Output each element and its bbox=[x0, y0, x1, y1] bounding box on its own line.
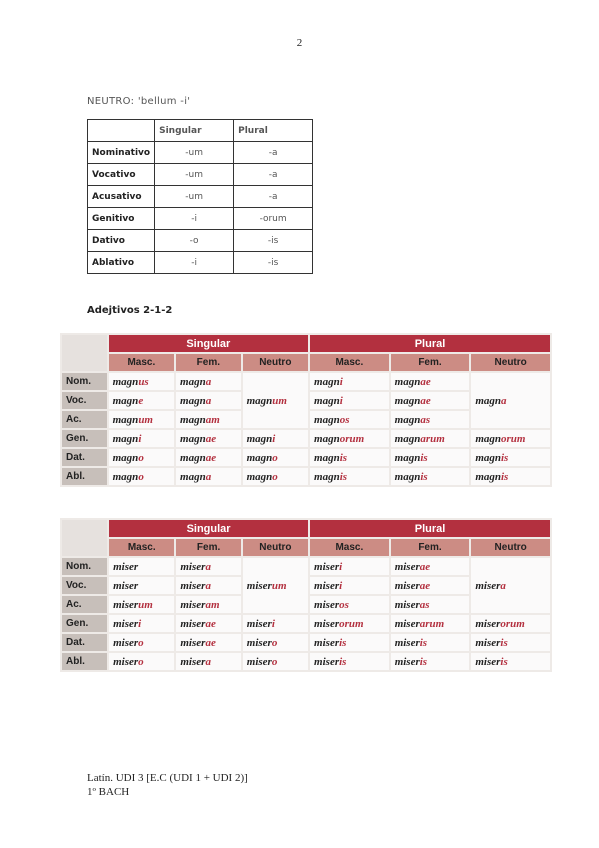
word-ending: as bbox=[420, 413, 431, 426]
form-cell bbox=[243, 430, 308, 447]
declension-row bbox=[62, 634, 550, 651]
word-ending: ae bbox=[205, 432, 217, 445]
form-cell bbox=[109, 430, 174, 447]
word-stem: magn bbox=[394, 375, 421, 388]
declension-row bbox=[62, 653, 550, 670]
case-label: Dat. bbox=[62, 449, 107, 466]
neutro-case-label: Dativo bbox=[88, 230, 155, 252]
declension-row bbox=[62, 449, 550, 466]
word-ending: i bbox=[339, 394, 343, 407]
word-stem: magn bbox=[180, 470, 206, 483]
word-stem: miser bbox=[113, 655, 139, 668]
word-ending: orum bbox=[339, 432, 365, 445]
word-stem: miser bbox=[394, 598, 420, 611]
word-stem: miser bbox=[314, 636, 340, 649]
form-cell bbox=[243, 615, 308, 632]
form-cell bbox=[471, 653, 550, 670]
word-ending: o bbox=[272, 470, 278, 483]
word-ending: am bbox=[205, 413, 220, 426]
form-cell bbox=[310, 558, 389, 575]
word-ending: i bbox=[339, 375, 343, 388]
word-stem: magn bbox=[394, 470, 421, 483]
word-stem: magn bbox=[180, 432, 206, 445]
form-cell bbox=[176, 615, 240, 632]
form-cell bbox=[310, 373, 389, 390]
form-cell bbox=[243, 373, 308, 428]
form-cell bbox=[109, 373, 174, 390]
word-ending: is bbox=[500, 655, 508, 668]
neutro-ending: -um bbox=[155, 164, 234, 186]
word-ending: orum bbox=[339, 617, 364, 630]
neutro-row bbox=[88, 208, 313, 230]
form-cell bbox=[391, 615, 470, 632]
neutro-ending: -o bbox=[155, 230, 234, 252]
declension-row bbox=[62, 373, 550, 390]
form-cell bbox=[391, 577, 470, 594]
gender-header: Masc. bbox=[109, 354, 174, 371]
neutro-ending: -is bbox=[234, 252, 313, 274]
form-cell bbox=[176, 449, 241, 466]
neutro-row bbox=[88, 186, 313, 208]
form-cell bbox=[243, 653, 308, 670]
neutro-row bbox=[88, 230, 313, 252]
gender-header: Fem. bbox=[176, 539, 240, 556]
word-stem: magn bbox=[112, 470, 139, 483]
word-ending: os bbox=[339, 598, 349, 611]
neutro-ending: -orum bbox=[234, 208, 313, 230]
word-stem: magn bbox=[314, 394, 340, 407]
word-stem: magn bbox=[180, 413, 206, 426]
word-stem: magn bbox=[314, 470, 340, 483]
word-ending: um bbox=[138, 413, 153, 426]
form-cell bbox=[176, 577, 240, 594]
word-ending: ae bbox=[419, 560, 431, 573]
word-stem: magn bbox=[475, 432, 501, 445]
case-label: Voc. bbox=[62, 577, 107, 594]
word-stem: magn bbox=[246, 432, 273, 445]
word-ending: a bbox=[205, 470, 212, 483]
neutro-row bbox=[88, 164, 313, 186]
neutro-case-label: Ablativo bbox=[88, 252, 155, 274]
word-stem: miser bbox=[394, 617, 420, 630]
word-ending: e bbox=[138, 394, 144, 407]
word-stem: magn bbox=[475, 394, 501, 407]
form-cell bbox=[176, 634, 240, 651]
word-ending: ae bbox=[420, 394, 431, 407]
form-cell bbox=[176, 596, 240, 613]
neutro-case-label: Nominativo bbox=[88, 142, 155, 164]
magnus-table bbox=[60, 333, 552, 487]
case-label: Dat. bbox=[62, 634, 107, 651]
word-stem: miser bbox=[180, 598, 206, 611]
neutro-case-label: Genitivo bbox=[88, 208, 155, 230]
form-cell bbox=[109, 634, 174, 651]
form-cell bbox=[176, 430, 241, 447]
word-stem: magn bbox=[394, 394, 421, 407]
plural-header: Plural bbox=[310, 335, 550, 352]
word-ending: a bbox=[205, 394, 212, 407]
form-cell bbox=[109, 577, 174, 594]
word-ending: os bbox=[339, 413, 350, 426]
form-cell bbox=[391, 558, 470, 575]
gender-header: Neutro bbox=[243, 539, 308, 556]
word-ending: ae bbox=[205, 451, 217, 464]
word-stem: magn bbox=[112, 432, 139, 445]
form-cell bbox=[471, 430, 550, 447]
case-label: Nom. bbox=[62, 558, 107, 575]
neutro-header-cell: Plural bbox=[234, 120, 313, 142]
word-stem: magn bbox=[180, 394, 206, 407]
word-stem: magn bbox=[394, 451, 421, 464]
table-corner bbox=[62, 335, 107, 371]
form-cell bbox=[391, 430, 470, 447]
form-cell bbox=[471, 634, 550, 651]
gender-header: Neutro bbox=[471, 539, 550, 556]
word-stem: miser bbox=[475, 655, 501, 668]
word-ending: is bbox=[339, 655, 347, 668]
form-cell bbox=[391, 596, 470, 613]
form-cell bbox=[471, 468, 550, 485]
form-cell bbox=[176, 411, 241, 428]
form-cell bbox=[109, 653, 174, 670]
form-cell bbox=[243, 468, 308, 485]
word-ending: arum bbox=[420, 432, 445, 445]
word-ending: i bbox=[272, 432, 276, 445]
form-cell bbox=[310, 430, 389, 447]
neutro-case-label: Vocativo bbox=[88, 164, 155, 186]
word-ending: am bbox=[205, 598, 220, 611]
neutro-ending: -a bbox=[234, 164, 313, 186]
word-ending: is bbox=[501, 470, 509, 483]
word-ending: um bbox=[138, 598, 153, 611]
gender-header: Fem. bbox=[176, 354, 241, 371]
word-ending: orum bbox=[501, 432, 526, 445]
neutro-ending: -um bbox=[155, 186, 234, 208]
form-cell bbox=[176, 373, 241, 390]
word-ending: a bbox=[205, 560, 211, 573]
word-stem: miser bbox=[475, 617, 501, 630]
page-number: 2 bbox=[296, 37, 303, 49]
word-stem: miser bbox=[314, 560, 340, 573]
word-ending: i bbox=[271, 617, 275, 630]
word-stem: magn bbox=[314, 413, 340, 426]
word-stem: miser bbox=[394, 655, 420, 668]
adjetivos-title: Adejtivos 2-1-2 bbox=[87, 305, 173, 316]
word-ending: is bbox=[500, 636, 508, 649]
word-ending: orum bbox=[500, 617, 525, 630]
word-ending: ae bbox=[205, 636, 216, 649]
neutro-row bbox=[88, 252, 313, 274]
word-stem: miser bbox=[180, 560, 206, 573]
word-stem: magn bbox=[112, 375, 139, 388]
word-stem: magn bbox=[475, 470, 501, 483]
neutro-ending: -um bbox=[155, 142, 234, 164]
neutro-row bbox=[88, 142, 313, 164]
neutro-header-cell: Singular bbox=[155, 120, 234, 142]
gender-header: Neutro bbox=[243, 354, 308, 371]
word-stem: magn bbox=[112, 394, 139, 407]
word-ending: is bbox=[339, 451, 348, 464]
word-ending: a bbox=[205, 655, 211, 668]
form-cell bbox=[310, 596, 389, 613]
declension-row bbox=[62, 558, 550, 575]
form-cell bbox=[109, 411, 174, 428]
form-cell bbox=[391, 634, 470, 651]
form-cell bbox=[471, 615, 550, 632]
word-stem: miser bbox=[246, 636, 272, 649]
form-cell bbox=[243, 558, 308, 613]
word-ending: a bbox=[500, 579, 506, 592]
case-label: Gen. bbox=[62, 430, 107, 447]
word-stem: miser bbox=[180, 655, 206, 668]
word-stem: miser bbox=[246, 617, 272, 630]
word-stem: magn bbox=[394, 432, 421, 445]
form-cell bbox=[176, 558, 240, 575]
form-cell bbox=[109, 392, 174, 409]
form-cell bbox=[310, 634, 389, 651]
word-stem: magn bbox=[246, 394, 273, 407]
declension-row bbox=[62, 615, 550, 632]
word-ending: i bbox=[339, 560, 343, 573]
case-label: Voc. bbox=[62, 392, 107, 409]
word-ending: is bbox=[339, 636, 347, 649]
word-ending: ae bbox=[205, 617, 216, 630]
word-ending: is bbox=[420, 451, 428, 464]
word-ending: is bbox=[339, 470, 348, 483]
form-cell bbox=[391, 449, 470, 466]
miser-table bbox=[60, 518, 552, 672]
word-stem: miser bbox=[113, 617, 139, 630]
form-cell bbox=[310, 577, 389, 594]
gender-header: Fem. bbox=[391, 539, 470, 556]
word-ending: arum bbox=[419, 617, 445, 630]
neutro-ending: -a bbox=[234, 142, 313, 164]
declension-row bbox=[62, 430, 550, 447]
form-cell bbox=[310, 653, 389, 670]
word-ending: i bbox=[138, 432, 142, 445]
word-ending: ae bbox=[420, 375, 431, 388]
word-stem: miser bbox=[314, 598, 340, 611]
word-stem: miser bbox=[475, 636, 501, 649]
word-stem: miser bbox=[314, 655, 340, 668]
word-stem: miser bbox=[394, 636, 420, 649]
word-ending: is bbox=[420, 470, 428, 483]
form-cell bbox=[243, 449, 308, 466]
word-ending: o bbox=[138, 451, 144, 464]
word-stem: miser bbox=[246, 655, 272, 668]
gender-header: Masc. bbox=[310, 539, 389, 556]
word-stem: magn bbox=[314, 432, 340, 445]
case-label: Nom. bbox=[62, 373, 107, 390]
word-stem: miser bbox=[475, 579, 501, 592]
case-label: Ac. bbox=[62, 596, 107, 613]
word-ending: o bbox=[271, 655, 278, 668]
word-ending: ae bbox=[419, 579, 431, 592]
form-cell bbox=[471, 373, 550, 428]
form-cell bbox=[109, 449, 174, 466]
word-ending: o bbox=[271, 636, 278, 649]
neutro-title: NEUTRO: 'bellum -i' bbox=[87, 96, 191, 107]
neutro-ending: -i bbox=[155, 208, 234, 230]
word-stem: magn bbox=[246, 470, 273, 483]
form-cell bbox=[391, 411, 470, 428]
word-stem: miser bbox=[113, 560, 139, 573]
gender-header: Fem. bbox=[391, 354, 470, 371]
word-ending: is bbox=[501, 451, 509, 464]
declension-row bbox=[62, 468, 550, 485]
neutro-declension-table bbox=[87, 119, 313, 274]
footer-line-2: 1º BACH bbox=[87, 786, 130, 798]
gender-header: Masc. bbox=[310, 354, 389, 371]
form-cell bbox=[310, 392, 389, 409]
word-stem: magn bbox=[112, 451, 139, 464]
word-stem: magn bbox=[475, 451, 501, 464]
neutro-ending: -i bbox=[155, 252, 234, 274]
case-label: Gen. bbox=[62, 615, 107, 632]
word-stem: miser bbox=[113, 636, 139, 649]
word-ending: is bbox=[419, 636, 428, 649]
neutro-ending: -a bbox=[234, 186, 313, 208]
gender-header: Neutro bbox=[471, 354, 550, 371]
form-cell bbox=[310, 449, 389, 466]
word-stem: magn bbox=[112, 413, 139, 426]
word-ending: a bbox=[205, 375, 212, 388]
case-label: Abl. bbox=[62, 468, 107, 485]
case-label: Ac. bbox=[62, 411, 107, 428]
word-stem: magn bbox=[180, 451, 206, 464]
word-stem: miser bbox=[314, 579, 340, 592]
word-stem: magn bbox=[180, 375, 206, 388]
word-stem: miser bbox=[113, 579, 139, 592]
form-cell bbox=[310, 468, 389, 485]
form-cell bbox=[471, 558, 550, 613]
word-stem: miser bbox=[180, 636, 206, 649]
word-stem: magn bbox=[314, 375, 340, 388]
table-corner bbox=[62, 520, 107, 556]
footer-line-1: Latín. UDI 3 [E.C (UDI 1 + UDI 2)] bbox=[87, 772, 248, 784]
form-cell bbox=[176, 392, 241, 409]
form-cell bbox=[391, 468, 470, 485]
plural-header: Plural bbox=[310, 520, 550, 537]
form-cell bbox=[109, 468, 174, 485]
form-cell bbox=[310, 411, 389, 428]
word-ending: o bbox=[138, 655, 144, 668]
neutro-header-row bbox=[88, 120, 313, 142]
form-cell bbox=[391, 392, 470, 409]
form-cell bbox=[471, 449, 550, 466]
form-cell bbox=[243, 634, 308, 651]
word-stem: miser bbox=[180, 617, 206, 630]
word-stem: miser bbox=[113, 598, 139, 611]
word-stem: miser bbox=[394, 560, 420, 573]
word-ending: um bbox=[272, 394, 287, 407]
word-ending: us bbox=[138, 375, 149, 388]
gender-header: Masc. bbox=[109, 539, 174, 556]
singular-header: Singular bbox=[109, 520, 308, 537]
word-ending: a bbox=[205, 579, 211, 592]
form-cell bbox=[391, 653, 470, 670]
form-cell bbox=[391, 373, 470, 390]
neutro-header-cell bbox=[88, 120, 155, 142]
neutro-ending: -is bbox=[234, 230, 313, 252]
word-ending: as bbox=[419, 598, 430, 611]
form-cell bbox=[310, 615, 389, 632]
word-stem: miser bbox=[180, 579, 206, 592]
word-ending: o bbox=[138, 470, 144, 483]
form-cell bbox=[176, 468, 241, 485]
word-ending: is bbox=[419, 655, 428, 668]
word-ending: a bbox=[501, 394, 507, 407]
word-stem: magn bbox=[246, 451, 273, 464]
form-cell bbox=[176, 653, 240, 670]
word-stem: magn bbox=[394, 413, 421, 426]
word-ending: o bbox=[272, 451, 278, 464]
form-cell bbox=[109, 558, 174, 575]
form-cell bbox=[109, 615, 174, 632]
case-label: Abl. bbox=[62, 653, 107, 670]
neutro-case-label: Acusativo bbox=[88, 186, 155, 208]
word-ending: o bbox=[138, 636, 144, 649]
word-ending: i bbox=[138, 617, 142, 630]
word-stem: miser bbox=[394, 579, 420, 592]
footer-text bbox=[87, 771, 248, 799]
word-stem: miser bbox=[246, 579, 272, 592]
singular-header: Singular bbox=[109, 335, 308, 352]
word-stem: magn bbox=[314, 451, 340, 464]
word-ending: i bbox=[339, 579, 343, 592]
word-ending: um bbox=[271, 579, 287, 592]
form-cell bbox=[109, 596, 174, 613]
word-stem: miser bbox=[314, 617, 340, 630]
